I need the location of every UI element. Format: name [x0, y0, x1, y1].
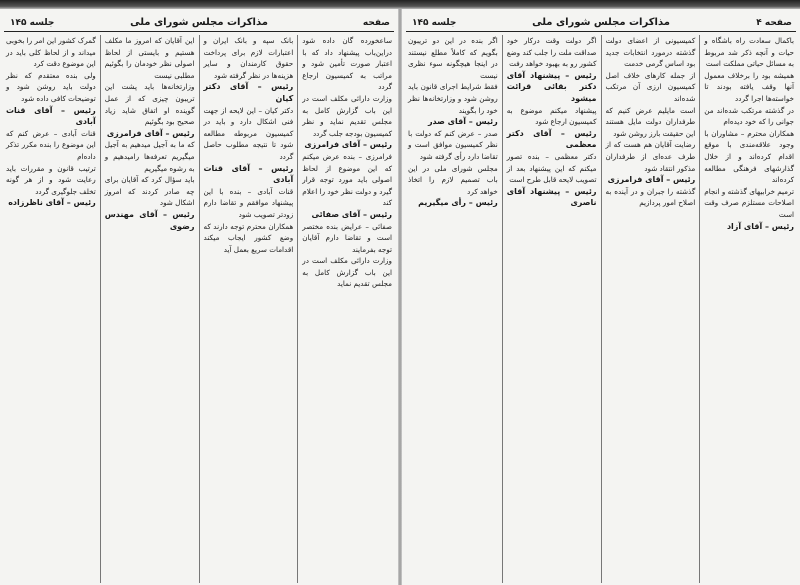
- paragraph: رئیس – آقای ناظرزاده: [8, 198, 96, 208]
- paragraph: همیشه بود را برخلاف معمول آنها وقف یافته بودند تا خواسته‌ها اجرا گردد: [704, 70, 794, 103]
- paragraph: کمیسیونی از اعضای دولت گذشته درمورد انتخابات جدید بود اساس گرمی خدمت: [605, 36, 696, 69]
- page-header: [406, 15, 796, 32]
- paragraph: رئیس – آقای دکتر کیان: [203, 82, 294, 103]
- paragraph: رئیس – آقای قنات آبادی: [203, 163, 294, 185]
- paragraph: صدر – عرض کنم که دولت با نظر کمیسیون موافق است و تقاضا دارد رأی گرفته شود: [408, 128, 498, 161]
- text-column: [100, 35, 199, 583]
- page-title: مذاکرات مجلس شورای ملی: [130, 17, 268, 28]
- text-column: [699, 35, 798, 583]
- paragraph: گمرک کشور این امر را بخوبی میداند و از لحاظ کلی باید در این موضوع دقت کرد: [6, 36, 96, 69]
- paragraph: صفائی – عرایض بنده مختصر است و تقاضا دارم آقایان توجه بفرمایند: [302, 221, 392, 254]
- page-number: صفحه ۴: [756, 18, 792, 28]
- text-column: [601, 35, 700, 583]
- text-column: [297, 35, 396, 583]
- paragraph: رئیس – پیشنهاد آقای دکتر بقائی قرائت میشود: [506, 70, 597, 103]
- paragraph: بانک سپه و بانک ایران و اعتبارات لازم برای پرداخت حقوق کارمندان و سایر هزینه‌ها در نظر گرفته شود: [203, 36, 294, 80]
- paragraph: باکمال سعادت راه باشگاه و حیات و آنچه ذکر شد مربوط به مسائل حیاتی مملکت است: [704, 36, 794, 69]
- paragraph: رئیس – آقای آزاد: [726, 221, 794, 231]
- paragraph: رئیس – آقای صدر: [427, 117, 498, 127]
- paragraph: فقط شرایط اجرای قانون باید روشن شود و وزارتخانه‌ها نظر خود را بگویند: [408, 82, 498, 115]
- paragraph: رئیس – آقای صفائی: [311, 209, 392, 219]
- paragraph: وزارت دارائی مکلف است در این باب گزارش کامل به مجلس تقدیم نماید: [302, 256, 392, 289]
- paragraph: دکتر معظمی – بنده تصور میکنم که این پیشنهاد بعد از تصویب لایحه قابل طرح است: [506, 151, 597, 185]
- paragraph: رئیس – پیشنهاد آقای ناصری: [506, 186, 597, 208]
- paragraph: ترتیب قانون و مقررات باید رعایت شود و از هر گونه تخلف جلوگیری گردد: [6, 163, 96, 196]
- paragraph: رئیس – آقای قنات آبادی: [6, 105, 96, 127]
- paragraph: رضایت آقایان هم هست که از طرف عده‌ای از طرفداران مذکور انتقاد شود: [605, 140, 696, 173]
- left-page: [0, 9, 398, 585]
- paragraph: ترمیم خرابیهای گذشته و انجام اصلاحات مستلزم صرف وقت است: [704, 186, 794, 219]
- paragraph: وزارت دارائی مکلف است در این باب گزارش کامل به مجلس تقدیم نماید و نظر کمیسیون بودجه جلب گردد: [302, 93, 392, 138]
- scan-shadow: [0, 0, 800, 9]
- paragraph: قنات آبادی – عرض کنم که این موضوع را بنده مکرر تذکر داده‌ام: [6, 128, 96, 161]
- paragraph: رئیس – آقای فرامرزی: [304, 140, 392, 150]
- paragraph: رئیس – آقای فرامرزی: [607, 175, 696, 185]
- paragraph: گذشته را جبران و در آینده به اصلاح امور پردازیم: [605, 186, 696, 208]
- paragraph: رئیس – رأی میگیریم: [418, 198, 498, 208]
- paragraph: وزارتخانه‌ها باید پشت این تریبون چیزی که از عمل گوینده او اتفاق شاید زیاد صحیح بود بگوئیم: [104, 82, 195, 127]
- text-columns: [404, 35, 798, 583]
- right-page: [402, 9, 800, 585]
- paragraph: پیشنهاد میکنم موضوع به کمیسیون ارجاع شود: [506, 105, 597, 127]
- text-column: [502, 35, 601, 583]
- text-column: [2, 35, 100, 583]
- paragraph: رئیس – آقای دکتر معظمی: [506, 128, 597, 150]
- paragraph: قنات آبادی – بنده با این پیشنهاد موافقم و تقاضا دارم زودتر تصویب شود: [203, 186, 294, 219]
- paragraph: ساعخورده گان داده شود دراین‌باب پیشنهاد داد که با اعتبار صورت تأمین شود و مراتب به کمیسیون ارجاع گردد: [302, 36, 392, 92]
- text-column: [199, 35, 298, 583]
- text-columns: [2, 35, 396, 583]
- paragraph: باید سؤال کرد که آقایان برای چه صادر کردند که امروز اشکال شود: [104, 175, 195, 208]
- paragraph: رئیس – آقای مهندس رضوی: [104, 209, 195, 231]
- text-column: [404, 35, 502, 583]
- paragraph: همکاران محترم توجه دارند که وضع کشور ایجاب میکند اقدامات سریع بعمل آید: [203, 221, 294, 254]
- paragraph: در گذشته مرتکب شده‌اند من جوانی را که خود دیده‌ام: [704, 105, 794, 127]
- paragraph: اگر دولت وقت درکار خود صداقت ملت را جلب کند وضع کشور رو به بهبود خواهد رفت: [506, 36, 597, 69]
- paragraph: دکتر کیان – این لایحه از جهت فنی اشکال دارد و باید در کمیسیون مربوطه مطالعه شود تا نتیجه مطلوب حاصل گردد: [203, 105, 294, 161]
- page-header: [4, 15, 394, 32]
- paragraph: از جمله کارهای خلاف اصل کمیسیون ارزی آن مرتکب شده‌اند: [605, 70, 696, 103]
- paragraph: مجلس شورای ملی در این باب تصمیم لازم را اتخاذ خواهد کرد: [408, 163, 498, 196]
- page-number: صفحه: [362, 18, 390, 28]
- paragraph: همکاران محترم – مشاوران با وجود علاقه‌مندی با موقع اقدام کرده‌اند و از خلال گذارشهای فرهنگی مطالعه کرده‌اند: [704, 128, 794, 185]
- paragraph: این آقایان که امروز ما مکلف هستیم و بایستی از لحاظ اصولی نظر خودمان را بگوئیم مطلبی نیست: [104, 36, 195, 80]
- paragraph: است مایلیم عرض کنیم که طرفداران دولت مایل هستند این حقیقت بارز روشن شود: [605, 105, 696, 138]
- paragraph: که ما به آجیل میدهیم به آجیل میگیریم تعرفه‌ها رامیدهیم و به رشوه میگیریم: [104, 140, 195, 173]
- paragraph: اگر بنده در این دو تریبون بگویم که کاملاً مطلع نیستند در اینجا هیچگونه سوء نظری نیست: [408, 36, 498, 80]
- session-number: جلسه ۱۴۵: [412, 18, 457, 28]
- paragraph: فرامرزی – بنده عرض میکنم که این موضوع از لحاظ اصولی باید مورد توجه قرار گیرد و دولت نظر خود را اعلام کند: [302, 151, 392, 208]
- session-number: جلسه ۱۴۵: [10, 18, 55, 28]
- page-title: مذاکرات مجلس شورای ملی: [532, 17, 670, 28]
- paragraph: رئیس – آقای فرامرزی: [106, 128, 195, 138]
- paragraph: ولی بنده معتقدم که نظر دولت باید روشن شود و توضیحات کافی داده شود: [6, 70, 96, 103]
